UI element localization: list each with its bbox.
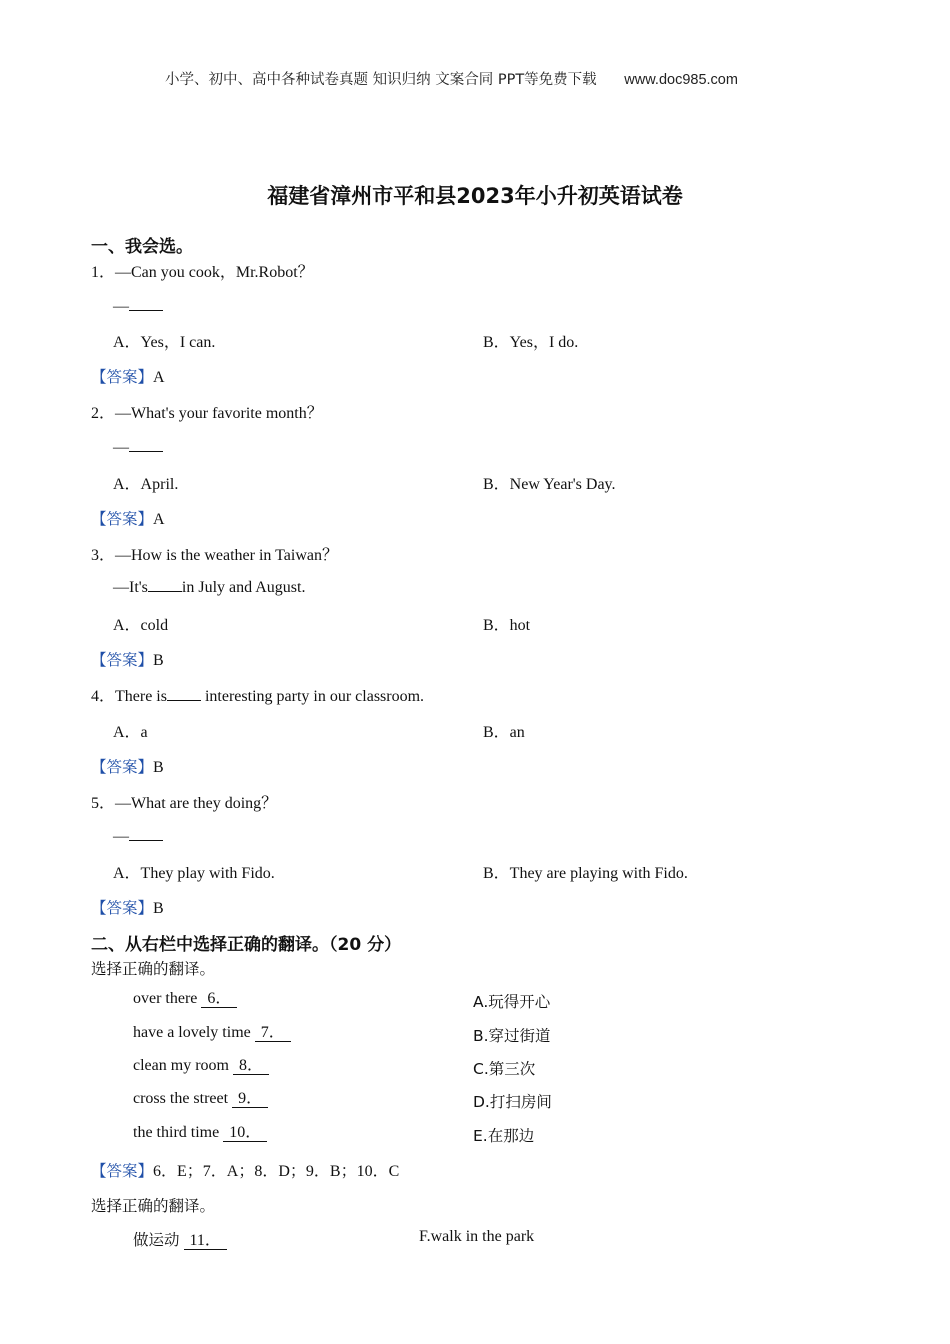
section2-instruction-2: 选择正确的翻译。 [91,1197,216,1215]
q2-stem: 2．—What's your favorite month？ [91,405,323,422]
q1-option-a: A．Yes，I can. [113,334,216,351]
q5-option-b: B．They are playing with Fido. [483,865,688,882]
match-item-phrase: cross the street 9． [133,1090,268,1108]
match-choice: E.在那边 [473,1127,535,1145]
section2-answer: 【答案】6．E；7．A；8．D；9．B；10．C [91,1162,400,1180]
header-text: 小学、初中、高中各种试卷真题 知识归纳 文案合同 PPT等免费下载 [165,72,597,88]
q2-reply: — [113,437,163,457]
q1-stem: 1．—Can you cook，Mr.Robot？ [91,264,314,281]
match-blank: 7． [255,1024,291,1042]
match-item-phrase: 做运动 11． [133,1228,227,1250]
page-title: 福建省漳州市平和县2023年小升初英语试卷 [267,184,683,208]
q2-answer: 【答案】A [91,510,165,528]
match-blank: 8． [233,1057,269,1075]
match-blank: 10． [223,1124,267,1142]
section1-heading: 一、我会选。 [91,237,193,257]
match-item-phrase: have a lovely time 7． [133,1024,291,1042]
q4-stem: 4．There is interesting party in our classroom. [91,688,425,705]
match-choice: C.第三次 [473,1060,536,1078]
q4-answer: 【答案】B [91,758,164,776]
q4-option-b: B．an [483,724,525,741]
match-blank: 9． [232,1090,268,1108]
q4-option-a: A．a [113,724,148,741]
header-url: www.doc985.com [624,72,738,88]
q3-answer: 【答案】B [91,651,164,669]
match-item-phrase: over there 6． [133,990,237,1008]
match-blank: 6． [201,990,237,1008]
q2-option-a: A．April. [113,476,179,493]
q5-reply: — [113,826,163,846]
match-choice: B.穿过街道 [473,1027,551,1045]
match-blank: 11． [184,1232,227,1250]
q5-answer: 【答案】B [91,899,164,917]
section2-instruction: 选择正确的翻译。 [91,960,216,978]
q1-option-b: B．Yes，I do. [483,334,579,351]
match-choice: F.walk in the park [419,1228,535,1245]
q5-option-a: A．They play with Fido. [113,865,275,882]
section2-heading: 二、从右栏中选择正确的翻译。（20 分） [91,935,402,955]
match-choice: A.玩得开心 [473,993,551,1011]
q5-stem: 5．—What are they doing？ [91,795,278,812]
q1-blank [129,296,163,311]
q3-stem: 3．—How is the weather in Taiwan？ [91,547,338,564]
q3-reply: —It's in July and August. [113,579,306,596]
q2-blank [129,437,163,452]
match-item-phrase: clean my room 8． [133,1057,269,1075]
q4-blank [167,686,201,701]
q3-blank [148,577,182,592]
q1-reply: — [113,296,163,316]
q2-option-b: B．New Year's Day. [483,476,616,493]
q3-option-a: A．cold [113,617,169,634]
site-header [165,68,738,89]
match-choice: D.打扫房间 [473,1093,552,1111]
match-item-phrase: the third time 10． [133,1124,267,1142]
q5-blank [129,826,163,841]
q1-answer: 【答案】A [91,368,165,386]
q3-option-b: B．hot [483,617,531,634]
